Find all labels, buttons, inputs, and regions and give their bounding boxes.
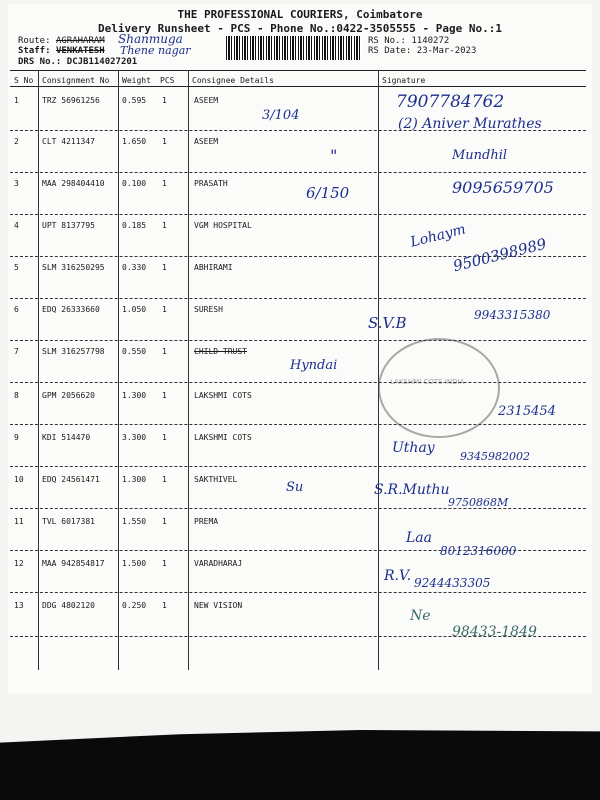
row-consignee: PREMA <box>194 517 219 526</box>
row-consignee: CHILD TRUST <box>194 347 247 356</box>
row-separator <box>10 298 586 299</box>
handwritten-note-3: 6/150 <box>306 184 350 202</box>
row-weight: 0.595 <box>122 96 147 105</box>
row-consignment: TVL 6017381 <box>42 517 95 526</box>
handwritten-phone-8: 2315454 <box>498 404 556 419</box>
row-sno: 10 <box>14 475 24 484</box>
table-top-border <box>10 70 586 71</box>
header-bottom-border <box>10 86 586 87</box>
row-consignment: MAA 942854817 <box>42 559 105 568</box>
row-weight: 1.650 <box>122 137 147 146</box>
handwritten-signature-4: Lohaym <box>408 221 468 251</box>
row-consignee: ASEEM <box>194 96 219 105</box>
row-sno: 13 <box>14 601 24 610</box>
handwritten-signature-3: Mundhil <box>452 148 508 163</box>
row-weight: 3.300 <box>122 433 147 442</box>
handwritten-signature-13: Ne <box>410 608 431 624</box>
row-sno: 11 <box>14 517 24 526</box>
route-label: Route: <box>18 36 51 46</box>
handwritten-phone-3: 9095659705 <box>452 178 554 197</box>
handwritten-signature-11: Laa <box>406 530 432 546</box>
rs-date-line <box>368 46 476 56</box>
row-pcs: 1 <box>162 433 167 442</box>
row-separator <box>10 340 586 341</box>
row-pcs: 1 <box>162 137 167 146</box>
drs-label: DRS No.: <box>18 57 62 67</box>
handwritten-phone-10: 9750868M <box>448 496 509 509</box>
row-weight: 1.300 <box>122 475 147 484</box>
scan-background <box>0 730 600 800</box>
row-separator <box>10 592 586 593</box>
row-consignment: SLM 316250295 <box>42 263 105 272</box>
row-consignment: GPM 2056620 <box>42 391 95 400</box>
row-sno: 9 <box>14 433 19 442</box>
row-weight: 1.500 <box>122 559 147 568</box>
staff-line <box>18 46 105 56</box>
row-pcs: 1 <box>162 347 167 356</box>
handwritten-note-10: Su <box>286 480 304 495</box>
row-separator <box>10 466 586 467</box>
row-consignee: LAKSHMI COTS <box>194 433 252 442</box>
company-stamp <box>378 338 500 438</box>
handwritten-phone-4: 9500398989 <box>451 234 549 276</box>
row-pcs: 1 <box>162 559 167 568</box>
row-weight: 0.330 <box>122 263 147 272</box>
row-sno: 7 <box>14 347 19 356</box>
row-pcs: 1 <box>162 179 167 188</box>
barcode <box>226 36 361 60</box>
handwritten-phone-6: 9943315380 <box>474 308 551 322</box>
row-weight: 0.185 <box>122 221 147 230</box>
row-consignee: VGM HOSPITAL <box>194 221 252 230</box>
handwritten-note-7: Hyndai <box>290 358 338 373</box>
row-weight: 1.050 <box>122 305 147 314</box>
row-sno: 5 <box>14 263 19 272</box>
row-sno: 4 <box>14 221 19 230</box>
runsheet-subtitle: Delivery Runsheet - PCS - Phone No.:0422-3505555 - Page No.:1 <box>98 22 502 35</box>
col-header-consignment: Consignment No <box>42 76 110 85</box>
row-consignee: SURESH <box>194 305 223 314</box>
rs-no-line <box>368 36 449 46</box>
drs-value: DCJB114027201 <box>66 57 138 67</box>
row-pcs: 1 <box>162 391 167 400</box>
row-sno: 6 <box>14 305 19 314</box>
row-consignment: DDG 4802120 <box>42 601 95 610</box>
row-pcs: 1 <box>162 601 167 610</box>
handwritten-signature-10: S.R.Muthu <box>374 482 450 498</box>
row-weight: 0.550 <box>122 347 147 356</box>
handwritten-note-1: 3/104 <box>262 108 300 123</box>
row-pcs: 1 <box>162 475 167 484</box>
row-consignee: SAKTHIVEL <box>194 475 238 484</box>
handwritten-phone-1: 7907784762 <box>396 92 505 112</box>
rs-date-label: RS Date: <box>368 46 412 56</box>
rs-no-label: RS No.: <box>368 36 406 46</box>
row-consignee: ASEEM <box>194 137 219 146</box>
row-sno: 3 <box>14 179 19 188</box>
col-header-weight: Weight <box>122 76 151 85</box>
row-consignment: UPT 8137795 <box>42 221 95 230</box>
handwritten-route: Shanmuga <box>118 32 183 46</box>
row-separator <box>10 172 586 173</box>
row-consignee: LAKSHMI COTS <box>194 391 252 400</box>
handwritten-mark-2: " <box>330 146 338 165</box>
row-consignment: TRZ 56961256 <box>42 96 100 105</box>
row-separator <box>10 214 586 215</box>
row-consignment: KDI 514470 <box>42 433 91 442</box>
row-consignee: PRASATH <box>194 179 228 188</box>
row-sno: 1 <box>14 96 19 105</box>
route-line <box>18 36 105 46</box>
handwritten-phone-11: 8012316000 <box>440 544 517 558</box>
row-consignment: SLM 316257798 <box>42 347 105 356</box>
company-title: THE PROFESSIONAL COURIERS, Coimbatore <box>177 8 423 21</box>
rs-date-value: 23-Mar-2023 <box>416 46 477 56</box>
col-header-consignee: Consignee Details <box>192 76 274 85</box>
drs-line <box>18 57 137 67</box>
handwritten-signature-1: (2) Aniver Murathes <box>398 116 542 132</box>
row-pcs: 1 <box>162 221 167 230</box>
staff-label: Staff: <box>18 46 51 56</box>
row-pcs: 1 <box>162 305 167 314</box>
handwritten-signature-6: S.V.B <box>368 314 407 332</box>
column-divider <box>378 70 379 670</box>
handwritten-staff: Thene nagar <box>120 44 191 57</box>
col-header-signature: Signature <box>382 76 426 85</box>
row-weight: 1.300 <box>122 391 147 400</box>
handwritten-signature-12: R.V. <box>384 568 412 584</box>
col-header-sno: S No <box>14 76 34 85</box>
rs-no-value: 1140272 <box>411 36 450 46</box>
row-sno: 8 <box>14 391 19 400</box>
row-pcs: 1 <box>162 263 167 272</box>
route-value: AGRAHARAM <box>55 36 105 46</box>
column-divider <box>38 70 39 670</box>
row-consignment: EDQ 24561471 <box>42 475 100 484</box>
row-weight: 0.250 <box>122 601 147 610</box>
row-weight: 1.550 <box>122 517 147 526</box>
staff-value: VENKATESH <box>55 46 105 56</box>
column-divider <box>188 70 189 670</box>
row-consignment: CLT 4211347 <box>42 137 95 146</box>
row-consignee: VARADHARAJ <box>194 559 243 568</box>
handwritten-phone-12: 9244433305 <box>414 576 491 590</box>
column-divider <box>118 70 119 670</box>
handwritten-signature-9: Uthay <box>392 440 435 456</box>
row-sno: 2 <box>14 137 19 146</box>
row-sno: 12 <box>14 559 24 568</box>
row-consignment: MAA 298404410 <box>42 179 105 188</box>
row-consignment: EDQ 26333660 <box>42 305 100 314</box>
row-weight: 0.100 <box>122 179 147 188</box>
row-pcs: 1 <box>162 517 167 526</box>
row-consignee: NEW VISION <box>194 601 243 610</box>
row-pcs: 1 <box>162 96 167 105</box>
handwritten-phone-9: 9345982002 <box>460 450 530 463</box>
col-header-pcs: PCS <box>160 76 175 85</box>
handwritten-phone-13: 98433-1849 <box>452 624 537 640</box>
row-separator <box>10 424 586 425</box>
row-consignee: ABHIRAMI <box>194 263 233 272</box>
stamp-text: LAKSHMI COTS INDIA <box>390 378 465 386</box>
